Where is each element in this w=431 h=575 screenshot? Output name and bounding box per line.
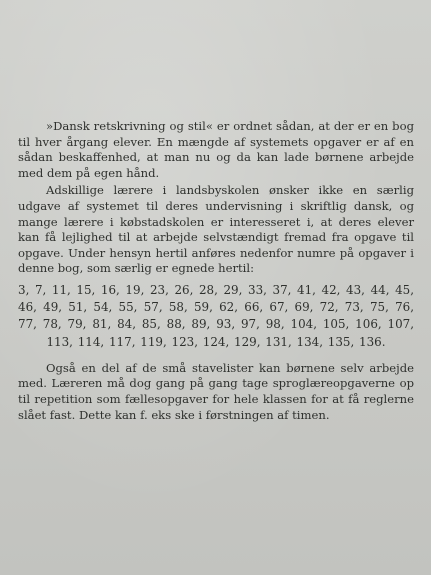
page-text — [18, 119, 414, 423]
teachers-paragraph: Adskillige lærere i landsbyskolen ønsker ikke en særlig udgave af systemet til deres undervisning i skriftlig dansk, og mange lærere i købstadskolen er interesseret i, at deres elever kan få lejlighed til at arbejde selvstændigt fremad fra opgave til opgave. Under hensyn hertil anføres nedenfor numre på opgaver i denne bog, som særlig er egnede hertil: — [18, 183, 414, 276]
exercise-number-list: 3, 7, 11, 15, 16, 19, 23, 26, 28, 29, 33, 37, 41, 42, 43, 44, 45, 46, 49, 51, 54, 55, 57, 58, 59, 62, 66, 67, 69, 72, 73, 75, 76, 77, 78, 79, 81, 84, 85, 88, 89, 93, 97, 98, 104, 105, 106, 107, 113, 114, 117, 119, 123, 124, 129, 131, 134, 135, 136. — [18, 282, 414, 349]
closing-paragraph: Også en del af de små stavelister kan børnene selv arbejde med. Læreren må dog gang på gang tage sproglæreopgaverne op til repetition som fællesopgaver for hele klassen for at få reglerne slået fast. Dette kan f. eks ske i førstningen af timen. — [18, 360, 414, 422]
intro-paragraph: »Dansk retskrivning og stil« er ordnet sådan, at der er en bog til hver årgang elever. En mængde af systemets opgaver er af en sådan beskaffenhed, at man nu og da kan lade børnene arbejde med dem på egen hånd. — [18, 119, 414, 180]
